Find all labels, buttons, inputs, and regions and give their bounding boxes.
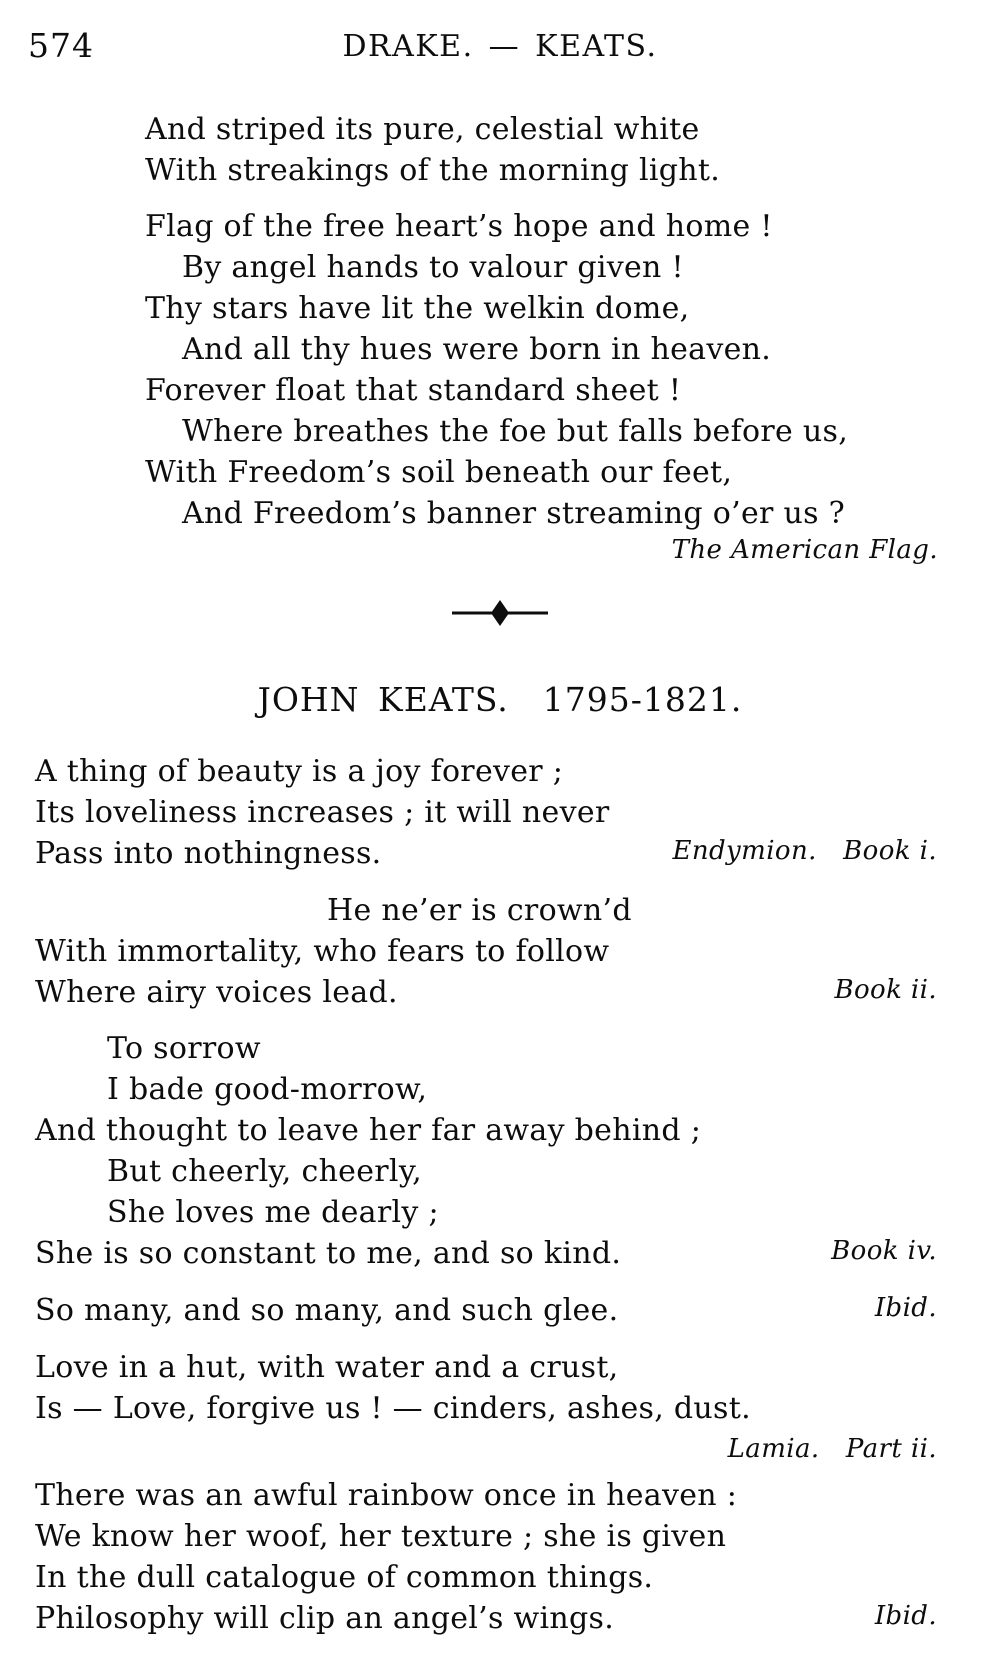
poem-line: And Freedom’s banner streaming o’er us ?: [182, 496, 846, 531]
poem-attribution: The American Flag.: [671, 535, 938, 565]
quote-citation-line: [35, 1429, 937, 1472]
poem-line: With streakings of the morning light.: [145, 153, 721, 188]
quote-line: A thing of beauty is a joy forever ;: [35, 754, 564, 789]
drake-poem-stanza-1: [145, 109, 720, 191]
quote-citation: Ibid.: [874, 1601, 937, 1631]
quote-block: [35, 1475, 937, 1639]
quote-line: Love in a hut, with water and a crust,: [35, 1350, 619, 1385]
running-header: DRAKE. — KEATS.: [342, 29, 658, 64]
quote-line: To sorrow: [107, 1031, 261, 1066]
poem-line: And striped its pure, celestial white: [145, 112, 700, 147]
quote-line: She is so constant to me, and so kind.: [35, 1236, 622, 1271]
section-divider: [0, 599, 1000, 627]
quote-block: [35, 751, 937, 874]
quote-block: [35, 1290, 937, 1331]
quote-block: [35, 1028, 937, 1274]
quote-line: Pass into nothingness.: [35, 836, 382, 871]
quote-line: Where airy voices lead.: [35, 975, 398, 1010]
quote-citation: Book ii.: [834, 975, 937, 1005]
quote-line: Its loveliness increases ; it will never: [35, 795, 610, 830]
quote-line: There was an awful rainbow once in heaven :: [35, 1478, 738, 1513]
quote-block: [35, 1347, 937, 1472]
poem-line: Forever float that standard sheet !: [145, 373, 682, 408]
poem-line: With Freedom’s soil beneath our feet,: [145, 455, 733, 490]
quote-line: And thought to leave her far away behind ;: [35, 1113, 702, 1148]
quote-line: She loves me dearly ;: [107, 1195, 439, 1230]
quote-line: He ne’er is crown’d: [327, 893, 632, 928]
page-number: 574: [28, 26, 94, 65]
poem-line: By angel hands to valour given !: [182, 250, 684, 285]
quote-line: With immortality, who fears to follow: [35, 934, 610, 969]
diamond-rule-icon: [452, 599, 548, 627]
quote-citation: Lamia. Part ii.: [727, 1434, 937, 1464]
poem-line: Flag of the free heart’s hope and home !: [145, 209, 773, 244]
quote-line: Is — Love, forgive us ! — cinders, ashes, dust.: [35, 1391, 751, 1426]
quote-citation: Endymion. Book i.: [672, 836, 937, 866]
author-heading: JOHN KEATS. 1795-1821.: [257, 680, 743, 719]
quote-block: [35, 890, 937, 1013]
poem-line: And all thy hues were born in heaven.: [182, 332, 772, 367]
quote-citation: Book iv.: [831, 1236, 937, 1266]
poem-line: Thy stars have lit the welkin dome,: [145, 291, 690, 326]
quote-citation: Ibid.: [874, 1293, 937, 1323]
quote-line: We know her woof, her texture ; she is given: [35, 1519, 727, 1554]
quote-line: I bade good-morrow,: [107, 1072, 428, 1107]
quote-line: So many, and so many, and such glee.: [35, 1293, 619, 1328]
poem-line: Where breathes the foe but falls before us,: [182, 414, 849, 449]
quote-line: In the dull catalogue of common things.: [35, 1560, 654, 1595]
drake-poem-stanza-2: [145, 206, 848, 534]
quote-line: Philosophy will clip an angel’s wings.: [35, 1601, 615, 1636]
quote-line: But cheerly, cheerly,: [107, 1154, 422, 1189]
